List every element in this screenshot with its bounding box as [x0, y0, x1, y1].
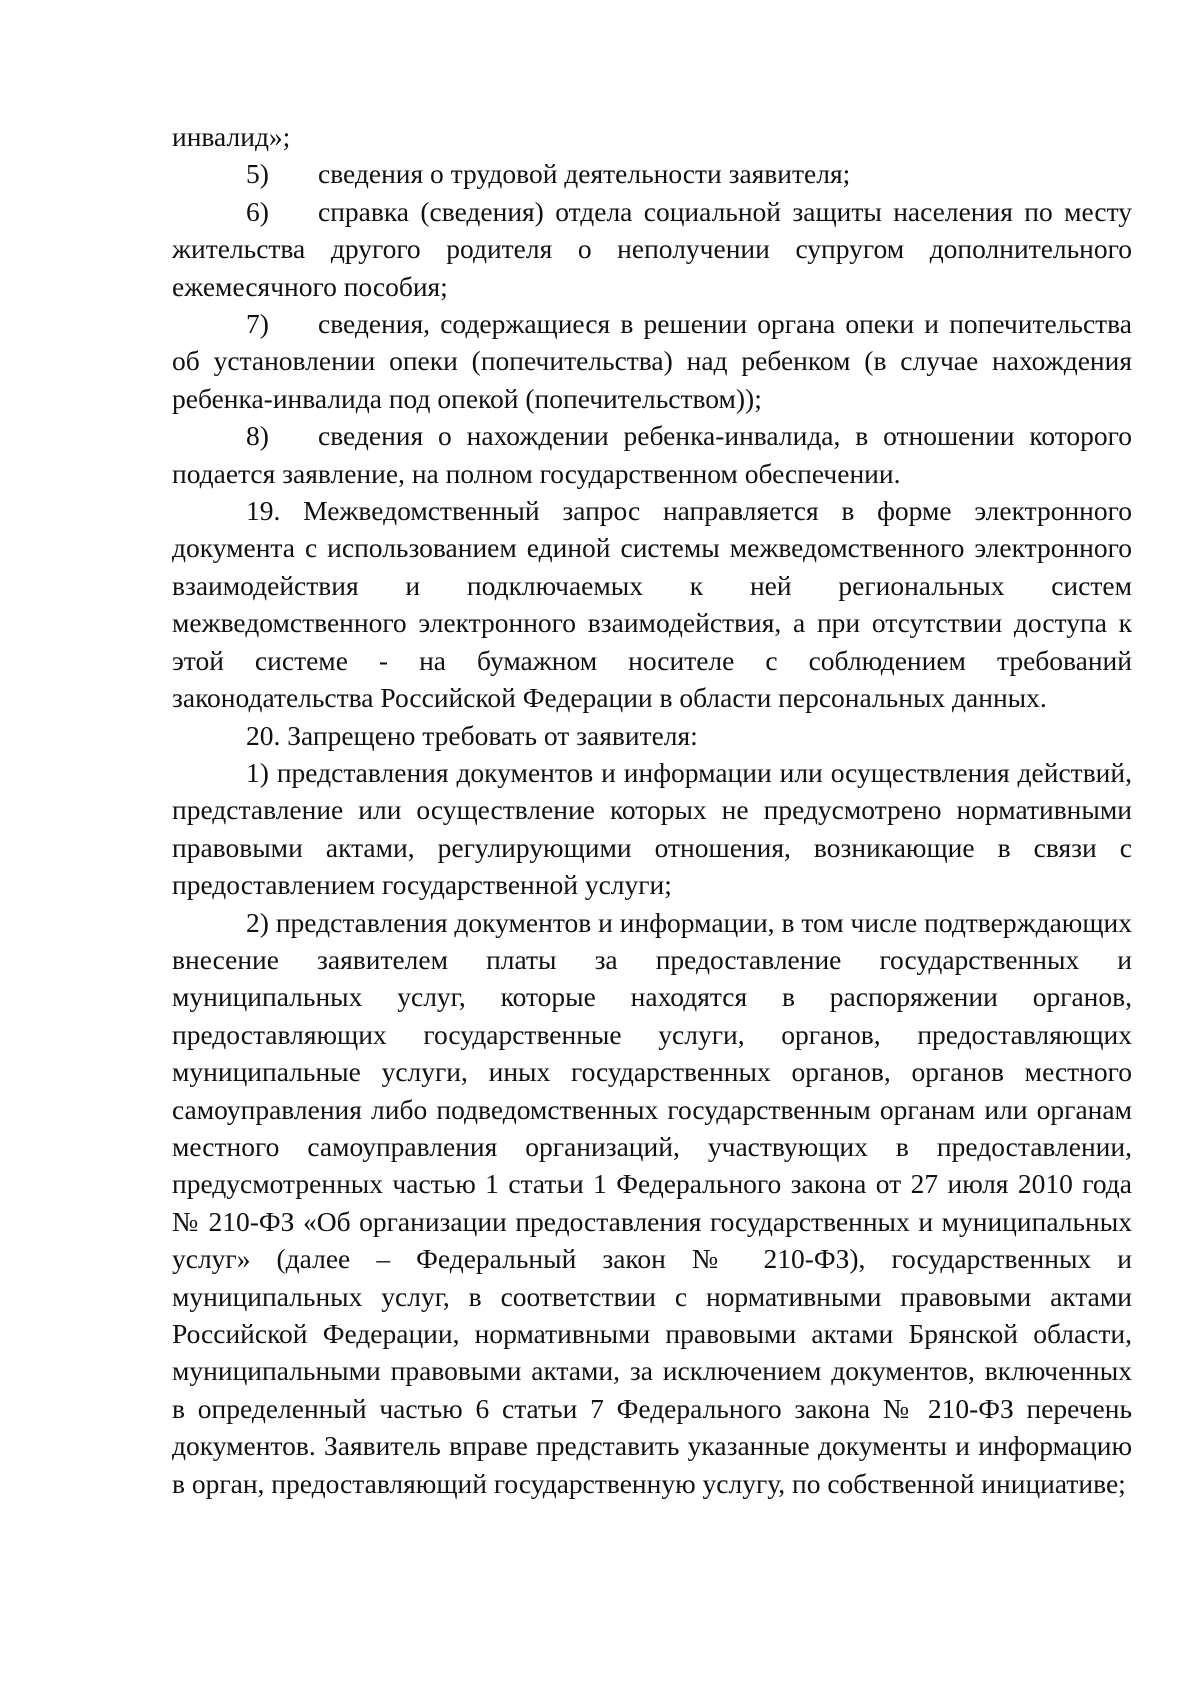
- list-item-7: [172, 305, 1132, 417]
- paragraph-text: справка (сведения) отдела социальной защиты населения по месту жительства другого родителя о неполучении супругом дополнительного ежемесячного пособия;: [172, 195, 1132, 302]
- document-page: [172, 118, 1132, 1502]
- list-number: 5): [246, 158, 269, 190]
- paragraph-text: инвалид»;: [172, 121, 291, 152]
- paragraph-continuation: [172, 118, 1132, 155]
- list-number: 6): [246, 195, 269, 227]
- paragraph-text: сведения о трудовой деятельности заявителя;: [318, 158, 851, 190]
- paragraph-text: 20. Запрещено требовать от заявителя:: [246, 719, 698, 751]
- clause-20-item-1: [172, 754, 1132, 904]
- paragraph-text: 19. Межведомственный запрос направляется в форме электронного документа с использованием единой системы межведомственного электронного взаимодействия и подключаемых к ней региональных систем межведомственного электронного взаимодействия, а при отсутствии доступа к этой системе - на бумажном носителе с соблюдением требований законодательства Российской Федерации в области персональных данных.: [172, 495, 1132, 714]
- clause-19: [172, 492, 1132, 716]
- list-item-6: [172, 193, 1132, 305]
- paragraph-text: 2) представления документов и информации, в том числе подтверждающих внесение заявителем платы за предоставление государственных и муниципальных услуг, которые находятся в распоряжении органов, предоставляющих государственные услуги, органов, предоставляющих муниципальные услуги, иных государственных органов, органов местного самоуправления либо подведомственных государственным органам или органам местного самоуправления организаций, участвующих в предоставлении, предусмотренных частью 1 статьи 1 Федерального закона от 27 июля 2010 года № 210-ФЗ «Об организации предоставления государственных и муниципальных услуг» (далее – Федеральный закон № 210-ФЗ), государственных и муниципальных услуг, в соответствии с нормативными правовыми актами Российской Федерации, нормативными правовыми актами Брянской области, муниципальными правовыми актами, за исключением документов, включенных в определенный частью 6 статьи 7 Федерального закона № 210-ФЗ перечень документов. Заявитель вправе представить указанные документы и информацию в орган, предоставляющий государственную услугу, по собственной инициативе;: [172, 906, 1132, 1499]
- clause-20: [172, 717, 1132, 754]
- list-item-5: [172, 155, 1132, 192]
- paragraph-text: сведения, содержащиеся в решении органа опеки и попечительства об установлении опеки (попечительства) над ребенком (в случае нахождения ребенка-инвалида под опекой (попечительством));: [172, 308, 1132, 414]
- list-number: 7): [246, 308, 269, 340]
- list-number: 8): [246, 420, 269, 452]
- clause-20-item-2: [172, 904, 1132, 1503]
- paragraph-text: 1) представления документов и информации или осуществления действий, представление или осуществление которых не предусмотрено нормативными правовыми актами, регулирующими отношения, возникающие в связи с предоставлением государственной услуги;: [172, 756, 1132, 901]
- paragraph-text: сведения о нахождении ребенка-инвалида, в отношении которого подается заявление, на полном государственном обеспечении.: [172, 420, 1132, 489]
- list-item-8: [172, 417, 1132, 492]
